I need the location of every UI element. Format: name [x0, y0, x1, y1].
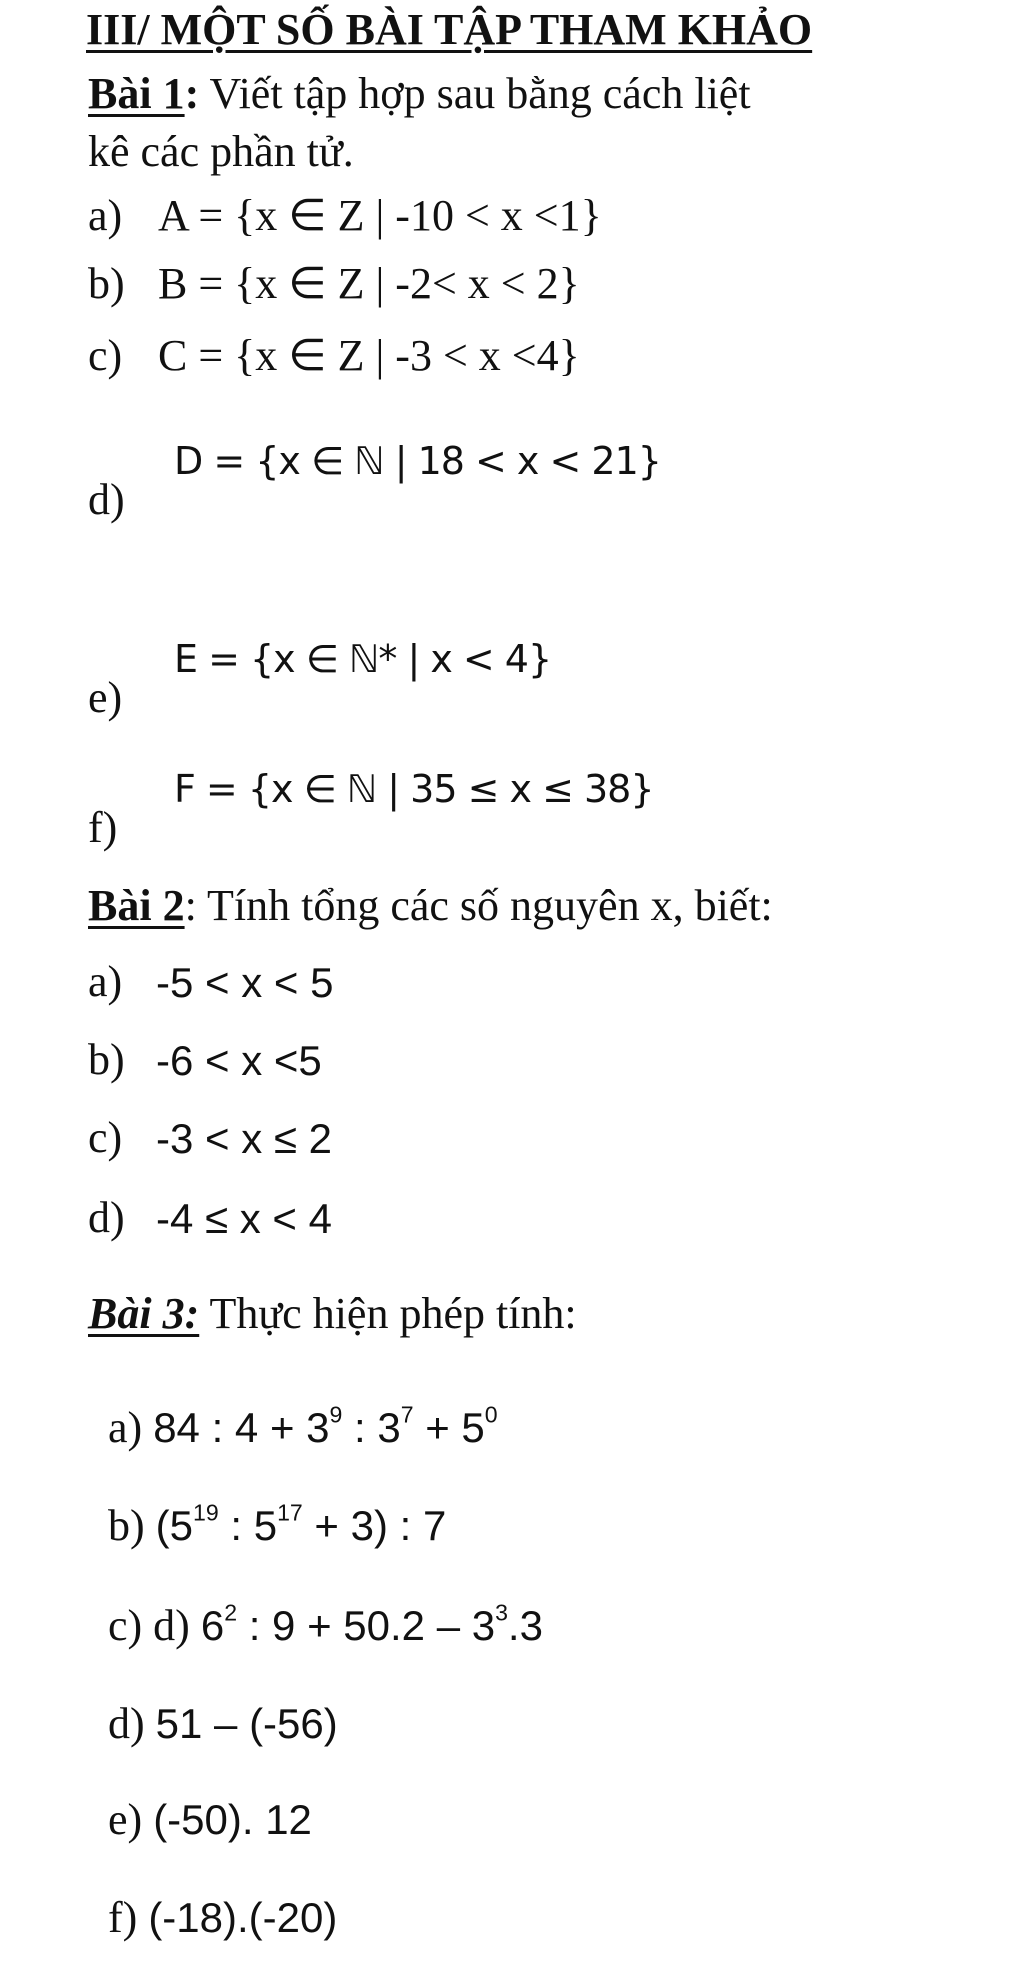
bai3-item-d-letter: d) — [108, 1699, 145, 1748]
bai3-item-a — [108, 1401, 498, 1452]
bai3-item-b-expr: ($5^{19}$ : $5^{17} + 3$) : 7 — [155, 1499, 447, 1549]
bai1-text-line1: Viết tập hợp sau bằng cách liệt — [199, 69, 751, 118]
bai1-item-c-letter: c) — [88, 331, 123, 380]
bai3-item-b — [108, 1499, 447, 1550]
bai2-text: : Tính tổng các số nguyên x, biết: — [184, 881, 773, 930]
bai2-heading — [88, 881, 773, 930]
bai2-item-a-expr: -5 < x < 5 — [156, 959, 334, 1006]
bai3-item-e — [108, 1795, 312, 1844]
bai3-item-b-letter: b) — [108, 1501, 145, 1550]
bai2-item-a-letter: a) — [88, 957, 123, 1006]
bai2-item-d-expr: -4 ≤ x < 4 — [156, 1195, 332, 1242]
bai1-item-a-letter: a) — [88, 191, 123, 240]
bai2-item-c-letter: c) — [88, 1113, 123, 1162]
bai3-item-c-letter: c) d) — [108, 1601, 190, 1650]
bai2-item-d-letter: d) — [88, 1193, 125, 1242]
bai3-item-d — [108, 1699, 338, 1748]
bai3-item-c — [108, 1599, 543, 1650]
bai1-item-a-expr: A = {x ∈ Z | -10 < x <1} — [158, 191, 602, 240]
section-title: III/ MỘT SỐ BÀI TẬP THAM KHẢO — [86, 5, 813, 54]
bai1-item-b-letter: b) — [88, 259, 125, 308]
bai3-item-f-expr: (-18).(-20) — [148, 1894, 338, 1941]
bai2-item-b-expr: -6 < x <5 — [156, 1037, 322, 1084]
bai1-item-b-expr: B = {x ∈ Z | -2< x < 2} — [158, 259, 580, 308]
bai2-item-b-letter: b) — [88, 1035, 125, 1084]
bai1-text-line2: kê các phần tử. — [88, 127, 354, 176]
bai3-text: Thực hiện phép tính: — [199, 1289, 577, 1338]
bai3-item-e-letter: e) — [108, 1795, 143, 1844]
bai1-item-d-letter: d) — [88, 475, 125, 524]
bai1-heading — [88, 69, 751, 118]
bai1-item-f-letter: f) — [88, 803, 118, 852]
bai3-item-a-expr: 84 : $4 + 3^9$ : $3^7 + 5^0$ — [153, 1401, 498, 1451]
bai1-label: Bài 1 — [88, 69, 185, 118]
bai3-item-d-expr: 51 – (-56) — [155, 1700, 338, 1747]
bai3-item-e-expr: (-50). 12 — [153, 1796, 312, 1843]
bai2-item-c-expr: -3 < x ≤ 2 — [156, 1115, 332, 1162]
bai1-item-c-expr: C = {x ∈ Z | -3 < x <4} — [158, 331, 580, 380]
bai1-item-d-expr: D = {x ∈ ℕ | 18 < x < 21} — [174, 439, 661, 483]
bai1-item-e-expr: E = {x ∈ ℕ* | x < 4} — [174, 637, 552, 681]
bai1-item-e-letter: e) — [88, 673, 123, 722]
bai3-item-f-letter: f) — [108, 1893, 138, 1942]
bai3-label: Bài 3: — [88, 1289, 200, 1338]
bai3-item-f — [108, 1893, 338, 1942]
bai3-heading — [88, 1289, 577, 1338]
bai2-label: Bài 2 — [88, 881, 185, 930]
bai1-colon: : — [184, 69, 200, 118]
bai3-item-c-expr: $6^2$ : $9 + 50.2 - 3^3.3$ — [200, 1599, 543, 1649]
bai3-item-a-letter: a) — [108, 1403, 143, 1452]
bai1-item-f-expr: F = {x ∈ ℕ | 35 ≤ x ≤ 38} — [174, 767, 654, 811]
